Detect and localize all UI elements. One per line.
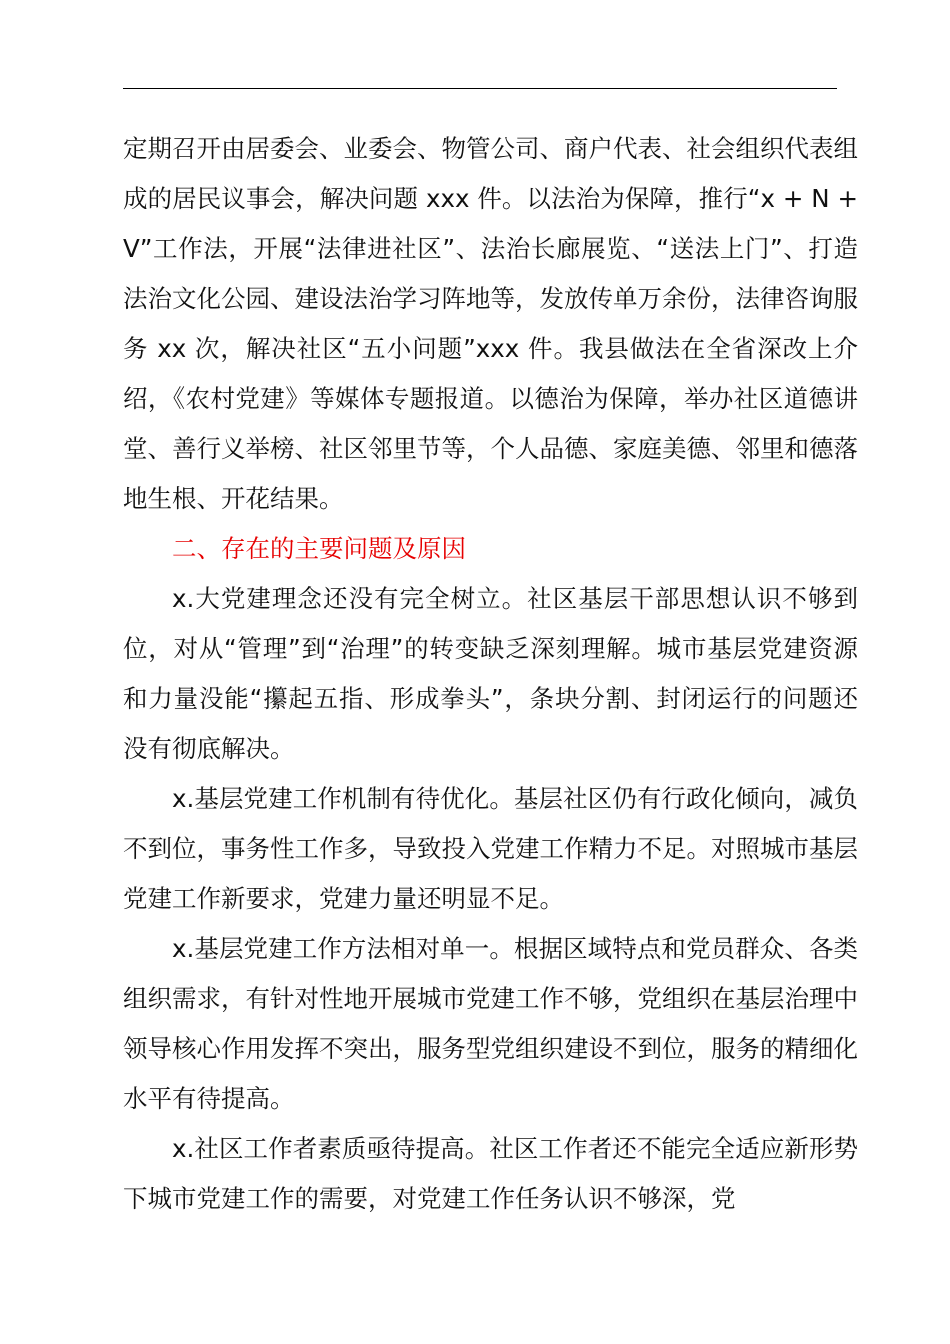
header-rule xyxy=(123,88,837,89)
issue-paragraph-2: x.基层党建工作机制有待优化。基层社区仍有行政化倾向，减负不到位，事务性工作多，导致投入党建工作精力不足。对照城市基层党建工作新要求，党建力量还明显不足。 xyxy=(123,784,858,913)
issue-paragraph-1: x.大党建理念还没有完全树立。社区基层干部思想认识不够到位，对从“管理”到“治理”的转变缺乏深刻理解。城市基层党建资源和力量没能“攥起五指、形成拳头”，条块分割、封闭运行的问题还没有彻底解决。 xyxy=(123,584,858,763)
issue-paragraph-3: x.基层党建工作方法相对单一。根据区域特点和党员群众、各类组织需求，有针对性地开展城市党建工作不够，党组织在基层治理中领导核心作用发挥不突出，服务型党组织建设不到位，服务的精细化水平有待提高。 xyxy=(123,934,858,1113)
body-paragraph: 定期召开由居委会、业委会、物管公司、商户代表、社会组织代表组成的居民议事会，解决问题 xxx 件。以法治为保障，推行“x + N + V”工作法，开展“法律进社区”、法治长廊展览、“送法上门”、打造法治文化公园、建设法治学习阵地等，发放传单万余份，法律咨询服务 xx 次，解决社区“五小问题”xxx 件。我县做法在全省深改上介绍，《农村党建》等媒体专题报道。以德治为保障，举办社区道德讲堂、善行义举榜、社区邻里节等，个人品德、家庭美德、邻里和德落地生根、开花结果。 xyxy=(123,134,858,513)
document-body xyxy=(123,124,858,1224)
issue-paragraph-4: x.社区工作者素质亟待提高。社区工作者还不能完全适应新形势下城市党建工作的需要，对党建工作任务认识不够深，党 xyxy=(123,1134,858,1213)
section-heading: 二、存在的主要问题及原因 xyxy=(172,534,466,563)
